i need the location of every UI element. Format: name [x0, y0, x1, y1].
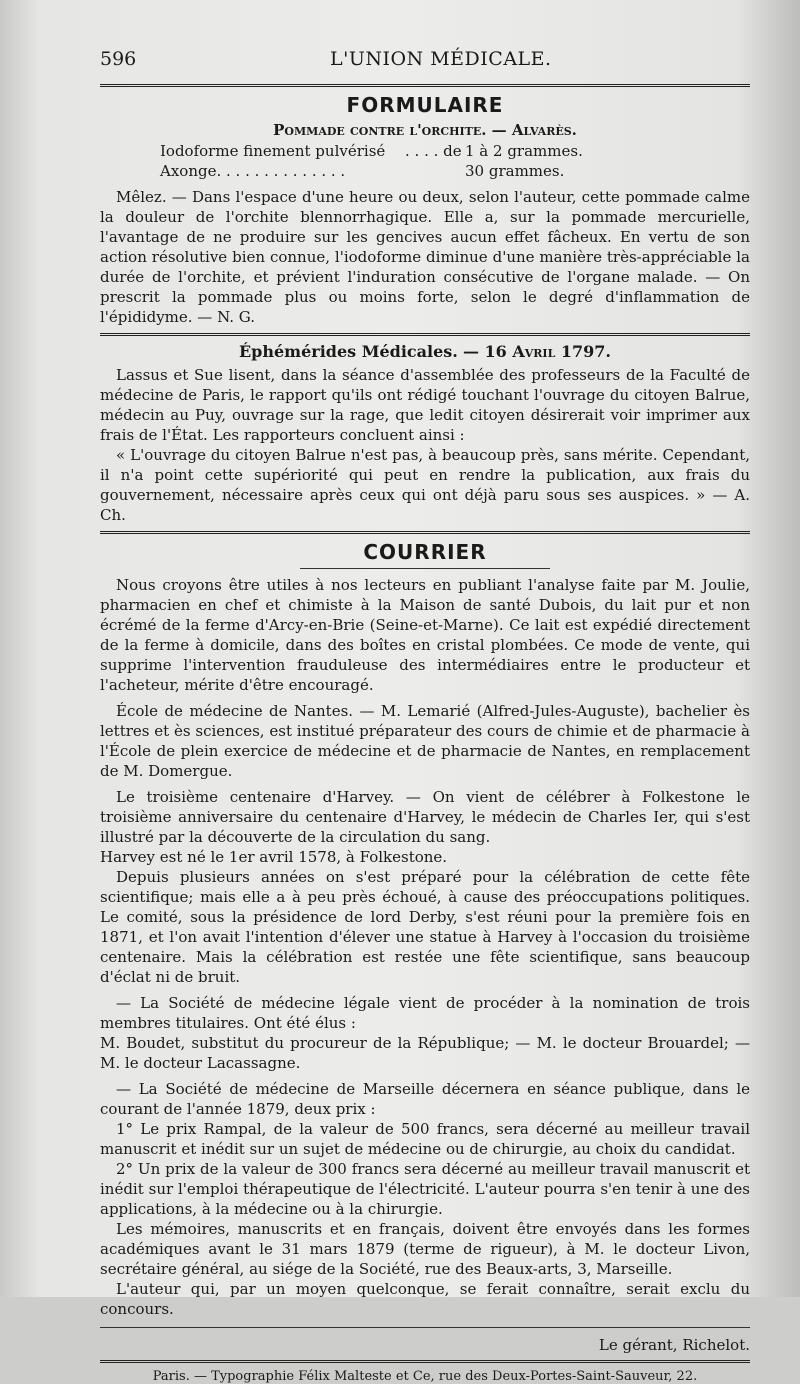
formula-row	[160, 161, 750, 181]
formula-list	[160, 141, 750, 181]
ingredient-dots: . . . . de	[405, 142, 462, 160]
header-rule	[100, 84, 750, 87]
courrier-paragraph: M. Boudet, substitut du procureur de la République; — M. le docteur Brouardel; — M. le docteur Lacassagne.	[100, 1034, 750, 1072]
journal-title: L'UNION MÉDICALE.	[330, 48, 552, 70]
courrier-paragraph: 1° Le prix Rampal, de la valeur de 500 francs, sera décerné au meilleur travail manuscrit et inédit sur un sujet de médecine ou de chirurgie, au choix du candidat.	[100, 1120, 750, 1158]
imprint-rule	[100, 1360, 750, 1363]
courrier-paragraph: 2° Un prix de la valeur de 300 francs sera décerné au meilleur travail manuscrit et inédit sur l'emploi thérapeutique de l'électricité. L'auteur pourra s'en tenir à une des applications, à la médecine ou à la chirurgie.	[100, 1160, 750, 1218]
courrier-paragraph: Nous croyons être utiles à nos lecteurs en publiant l'analyse faite par M. Joulie, pharmacien en chef et chimiste à la Maison de santé Dubois, du lait pur et non écrémé de la ferme d'Arcy-en-Brie (Seine-et-Marne). Ce lait est expédié directement de la ferme à domicile, dans des boîtes en cristal plombées. Ce mode de vente, qui supprime l'intervention frauduleuse des intermédiaires entre le producteur et l'acheteur, mérite d'être encouragé.	[100, 576, 750, 694]
ingredient-qty: 30 grammes.	[465, 162, 565, 180]
courrier-paragraph: École de médecine de Nantes. — M. Lemarié (Alfred-Jules-Auguste), bachelier ès lettres et ès sciences, est institué préparateur des cours de chimie et de pharmacie à l'École de plein exercice de médecine et de pharmacie de Nantes, en remplacement de M. Domergue.	[100, 702, 750, 780]
formula-row	[160, 141, 750, 161]
ephemerides-date: — 16 Avril 1797.	[462, 342, 611, 361]
ephemerides-quote: « L'ouvrage du citoyen Balrue n'est pas, à beaucoup près, sans mérite. Cependant, il n'a point cette supériorité qui peut en rendre la publication, aux frais du gouvernement, nécessaire après ceux qui ont déjà paru sous ses auspices. » — A. Ch.	[100, 446, 750, 524]
courrier-paragraph: Le troisième centenaire d'Harvey. — On vient de célébrer à Folkestone le troisième anniversaire du centenaire d'Harvey, le médecin de Charles Ier, qui s'est illustré par la découverte de la circulation du sang.	[100, 788, 750, 846]
ephemerides-title: Éphémérides Médicales.	[238, 342, 458, 361]
ingredient-name: Axonge. . . . . . . . . . . . . .	[160, 162, 346, 180]
formulaire-title: FORMULAIRE	[346, 93, 504, 117]
courrier-paragraph: Depuis plusieurs années on s'est préparé pour la célébration de cette fête scientifique; mais elle a à peu près échoué, à cause des préoccupations politiques. Le comité, sous la présidence de lord Derby, s'est réuni pour la première fois en 1871, et l'on avait l'intention d'élever une statue à Harvey à l'occasion du troisième centenaire. Mais la célébration est restée une fête scientifique, sans beaucoup d'éclat ni de bruit.	[100, 868, 750, 986]
courrier-title: COURRIER	[363, 540, 487, 564]
title-underline	[300, 568, 550, 569]
courrier-paragraph: — La Société de médecine légale vient de procéder à la nomination de trois membres titulaires. Ont été élus :	[100, 994, 750, 1032]
formulaire-body: Mêlez. — Dans l'espace d'une heure ou deux, selon l'auteur, cette pommade calme la douleur de l'orchite blennorrhagique. Elle a, sur la pommade mercurielle, l'avantage de ne produire sur les gencives aucun effet fâcheux. En vertu de son action résolutive bien connue, l'iodoforme diminue d'une manière très-appréciable la durée de l'orchite, et prévient l'induration consécutive de l'organe malade. — On prescrit la pommade plus ou moins forte, selon le degré d'inflammation de l'épididyme. — N. G.	[100, 188, 750, 326]
courrier-paragraph: L'auteur qui, par un moyen quelconque, se ferait connaître, serait exclu du concours.	[100, 1280, 750, 1318]
imprint: Paris. — Typographie Félix Malteste et Ce, rue des Deux-Portes-Saint-Sauveur, 22.	[152, 1369, 698, 1384]
courrier-paragraph: Les mémoires, manuscrits et en français, doivent être envoyés dans les formes académiques avant le 31 mars 1879 (terme de rigueur), à M. le docteur Livon, secrétaire général, au siége de la Société, rue des Beaux-arts, 3, Marseille.	[100, 1220, 750, 1278]
ephemerides-heading	[100, 342, 750, 361]
section-rule	[100, 333, 750, 336]
signature: Le gérant, Richelot.	[598, 1336, 750, 1354]
section-rule	[100, 531, 750, 534]
running-head	[100, 48, 750, 78]
courrier-paragraph: Harvey est né le 1er avril 1578, à Folkestone.	[100, 848, 448, 866]
footer-rule	[100, 1327, 750, 1328]
ephemerides-paragraph: Lassus et Sue lisent, dans la séance d'assemblée des professeurs de la Faculté de médecine de Paris, le rapport qu'ils ont rédigé touchant l'ouvrage du citoyen Balrue, médecin au Puy, ouvrage sur la rage, que ledit citoyen désirerait voir imprimer aux frais de l'État. Les rapporteurs concluent ainsi :	[100, 366, 750, 444]
ingredient-qty: 1 à 2 grammes.	[465, 142, 583, 160]
ingredient-dots	[405, 161, 465, 181]
courrier-paragraph: — La Société de médecine de Marseille décernera en séance publique, dans le courant de l'année 1879, deux prix :	[100, 1080, 750, 1118]
page-number: 596	[100, 48, 137, 70]
ingredient-name: Iodoforme finement pulvérisé	[160, 142, 386, 160]
formulaire-subtitle: Pommade contre l'orchite. — Alvarès.	[273, 121, 577, 139]
